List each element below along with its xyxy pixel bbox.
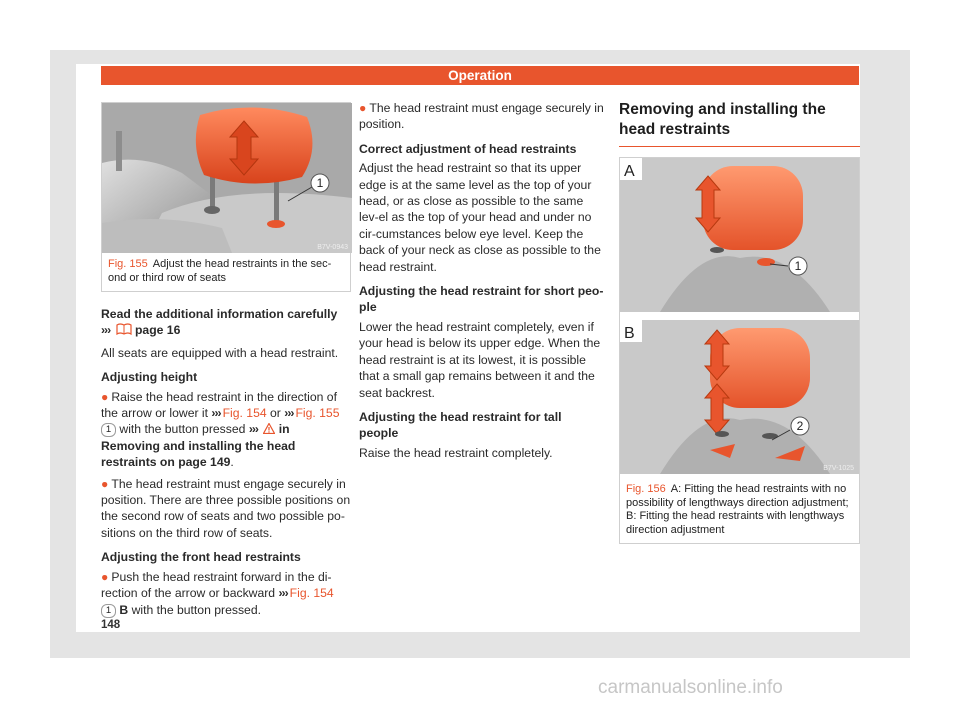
- bullet-icon: ●: [101, 476, 109, 491]
- ref-arrow: ›››: [284, 406, 294, 421]
- figure-155-code: B7V-0943: [317, 244, 348, 251]
- fig-154-link[interactable]: Fig. 154: [289, 586, 334, 601]
- figure-155-caption-text: Adjust the head restraints in the sec-ond or third row of seats: [108, 258, 332, 284]
- tall-people-text: Raise the head restraint completely.: [359, 445, 553, 460]
- figure-156: [619, 157, 860, 544]
- bullet-engage: [101, 476, 351, 542]
- bullet-push-text-b: with the button pressed.: [131, 602, 261, 617]
- panel-b-ref: B: [119, 602, 129, 617]
- bullet-engage-2-text: The head restraint must engage securely in position.: [359, 101, 604, 132]
- ref-arrow: ›››: [278, 586, 288, 601]
- bullet-push-text: Push the head restraint forward in the di-rection of the arrow or backward: [101, 569, 332, 601]
- ref-arrow: ›››: [211, 406, 221, 421]
- watermark: carmanualsonline.info: [598, 677, 783, 698]
- heading-adjusting-height: Adjusting height: [101, 370, 198, 385]
- bullet-icon: ●: [101, 389, 109, 404]
- bullet-engage-text: The head restraint must engage securely in position. There are three possible positions on the second row of seats and two possible po-sitions on the third row of seats.: [101, 476, 351, 540]
- removing-installing-link[interactable]: in Removing and installing the head restraints on page 149: [101, 422, 296, 470]
- figure-155-caption: [102, 253, 350, 291]
- warning-icon: [263, 423, 275, 434]
- head-restraint-photo: [102, 103, 352, 253]
- figure-155-label: Fig. 155: [108, 258, 148, 270]
- bullet-icon: ●: [359, 101, 367, 115]
- correct-adjustment-text: Adjust the head restraint so that its upper edge is at the same level as the top of your head, or as close as possible to the same lev-el as the top of your head and under no cir-cumstances below eye level. Keep the back of your neck as close as possible to the head restraint.: [359, 161, 601, 274]
- fig-154-link[interactable]: Fig. 154: [222, 406, 267, 421]
- fig-155-link[interactable]: Fig. 155: [295, 406, 340, 421]
- page-16-link[interactable]: page 16: [134, 323, 181, 338]
- heading-front-restraints: Adjusting the front head restraints: [101, 550, 301, 565]
- column-left: [101, 102, 351, 618]
- read-more-text: Read the additional information carefully: [101, 307, 338, 321]
- figure-156-label: Fig. 156: [626, 483, 666, 495]
- figure-156-code: B7V-1025: [823, 465, 854, 472]
- callout-1-badge: 1: [101, 423, 116, 437]
- panel-a-label: A: [624, 163, 635, 180]
- short-people-text: Lower the head restraint completely, even if your head is below its upper edge. When the head restraint is at its lowest, it is possible that a small gap remains between it and the seat backrest.: [359, 319, 601, 400]
- intro-text: All seats are equipped with a head restraint.: [101, 345, 339, 360]
- heading-tall-people: Adjusting the head restraint for tall people: [359, 409, 562, 441]
- figure-155: [101, 102, 351, 292]
- figure-156-callout-2: 2: [796, 419, 804, 433]
- panel-b-label: B: [624, 325, 635, 342]
- ref-arrow: ›››: [248, 422, 258, 437]
- bullet-raise-text-b: with the button pressed: [119, 422, 246, 437]
- bullet-icon: ●: [101, 569, 109, 584]
- heading-short-people: Adjusting the head restraint for short peo-ple: [359, 284, 604, 315]
- book-icon: [116, 323, 132, 335]
- chapter-header: Operation: [101, 66, 859, 85]
- bullet-push: [101, 569, 351, 618]
- page-number: 148: [101, 619, 121, 631]
- ref-arrow: ›››: [101, 323, 111, 338]
- bullet-raise-text: Raise the head restraint in the direction of the arrow or lower it: [101, 389, 337, 421]
- read-more-note: [101, 306, 351, 339]
- figure-156-caption-text: A: Fitting the head restraints with no possibility of lengthways direction adjustment; B: Fitting the head restraints with lengthways direction adjustment: [626, 483, 849, 536]
- section-title: Removing and installing the head restraints: [619, 100, 860, 147]
- callout-1-badge: 1: [101, 604, 116, 618]
- figure-155-callout: 1: [316, 176, 324, 190]
- bullet-engage-2: [359, 100, 604, 133]
- figure-156-callout-1: 1: [794, 259, 802, 273]
- period: .: [230, 455, 234, 470]
- column-right: [619, 100, 860, 544]
- bullet-raise: [101, 389, 351, 471]
- removal-photo: [620, 158, 859, 478]
- or-text: or: [270, 406, 281, 421]
- figure-156-caption: [620, 478, 859, 543]
- column-middle: [359, 100, 604, 461]
- heading-correct-adjustment: Correct adjustment of head restraints: [359, 141, 577, 156]
